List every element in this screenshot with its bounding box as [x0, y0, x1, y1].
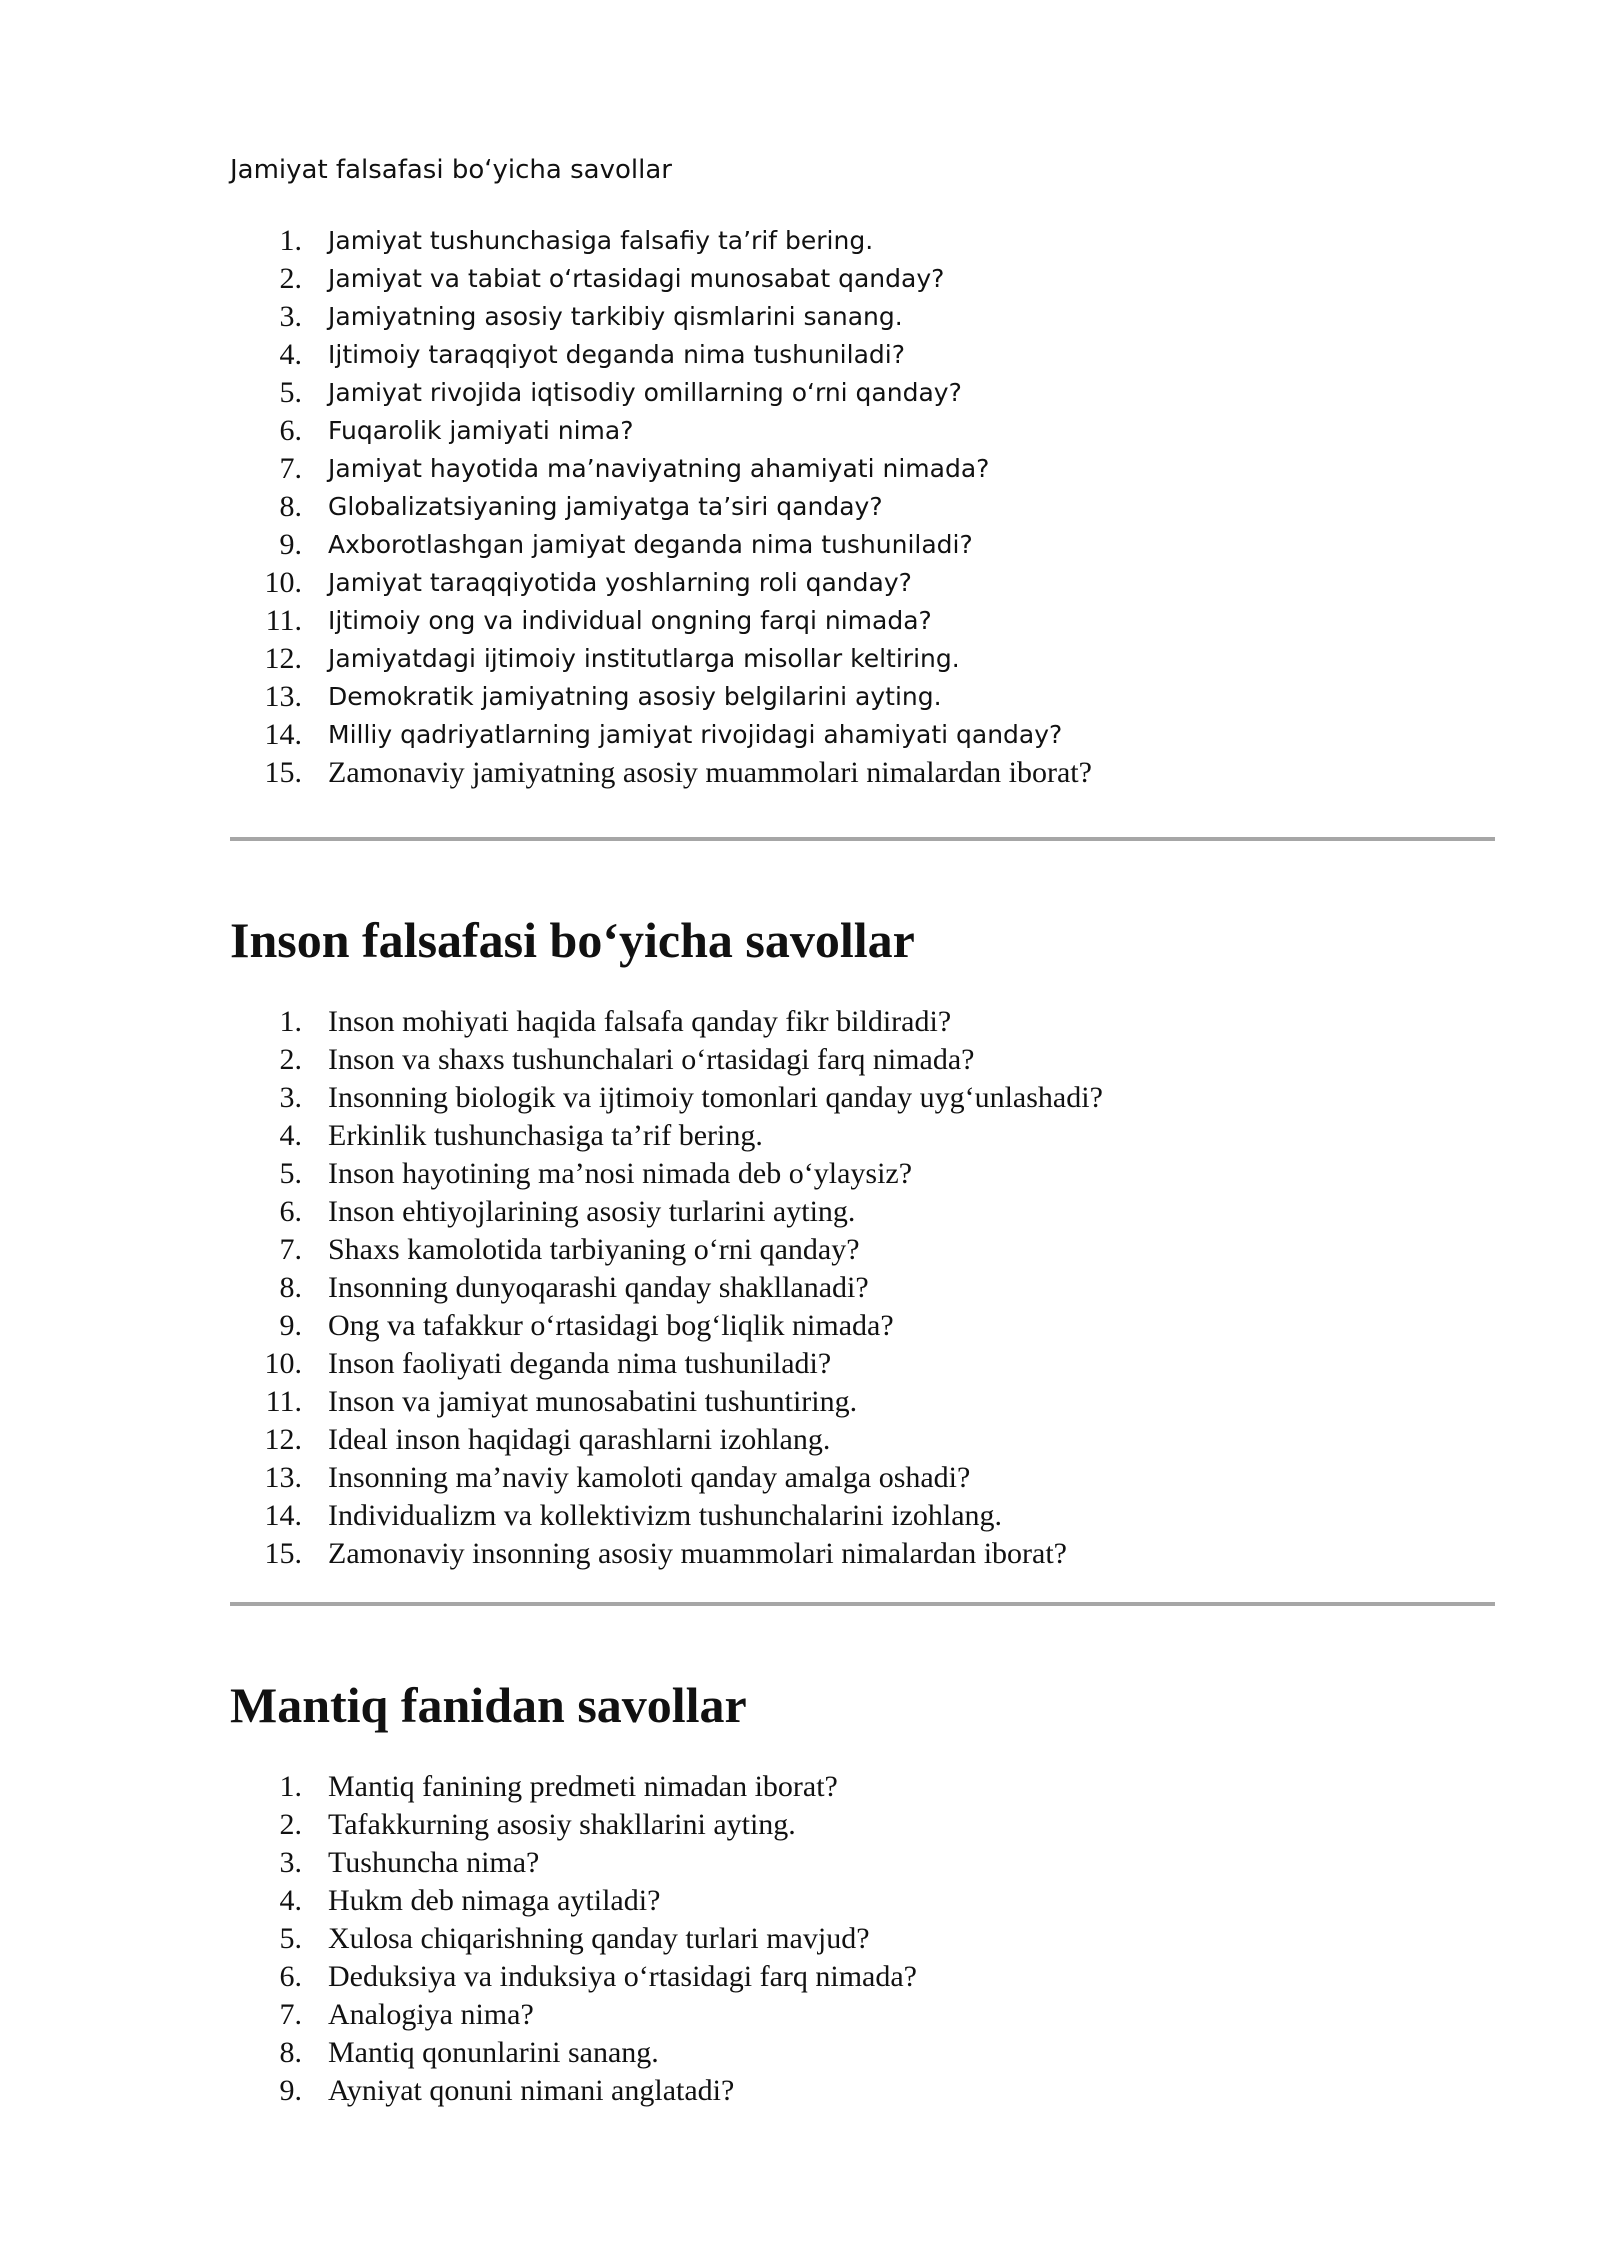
item-number: 13. [264, 1461, 302, 1494]
section-mantiq [230, 1670, 1495, 2110]
item-number: 11. [265, 1385, 302, 1418]
item-number: 7. [279, 1233, 302, 1266]
item-text: Deduksiya va induksiya o‘rtasidagi farq nimada? [328, 1960, 917, 1993]
item-number: 5. [279, 376, 302, 409]
item-number: 1. [279, 224, 302, 257]
list-item [230, 1269, 1495, 1307]
item-text: Ideal inson haqidagi qarashlarni izohlang. [328, 1423, 831, 1456]
list-item [230, 1806, 1495, 1844]
item-number: 9. [279, 2074, 302, 2107]
item-number: 4. [279, 338, 302, 371]
item-number: 12. [264, 642, 302, 675]
item-number: 13. [264, 680, 302, 713]
item-number: 1. [279, 1770, 302, 1803]
item-number: 14. [264, 718, 302, 751]
horizontal-rule [230, 837, 1495, 841]
question-list [230, 222, 1495, 792]
item-number: 2. [279, 262, 302, 295]
item-number: 5. [279, 1157, 302, 1190]
list-item [230, 678, 1495, 716]
list-item [230, 2034, 1495, 2072]
item-text: Individualizm va kollektivizm tushunchalarini izohlang. [328, 1499, 1003, 1532]
item-text: Ijtimoiy ong va individual ongning farqi nimada? [328, 606, 932, 635]
list-item [230, 1041, 1495, 1079]
list-item [230, 602, 1495, 640]
item-text: Jamiyat rivojida iqtisodiy omillarning o‘rni qanday? [328, 378, 962, 407]
list-item [230, 1421, 1495, 1459]
list-item [230, 526, 1495, 564]
section-title: Mantiq fanidan savollar [230, 1677, 747, 1733]
item-text: Inson mohiyati haqida falsafa qanday fikr bildiradi? [328, 1005, 952, 1038]
list-item [230, 1920, 1495, 1958]
list-item [230, 1958, 1495, 1996]
list-item [230, 716, 1495, 754]
list-item [230, 298, 1495, 336]
item-number: 2. [279, 1808, 302, 1841]
list-item [230, 1117, 1495, 1155]
list-item [230, 1345, 1495, 1383]
item-text: Demokratik jamiyatning asosiy belgilarini ayting. [328, 682, 942, 711]
item-number: 8. [279, 2036, 302, 2069]
item-number: 3. [279, 1846, 302, 1879]
list-item [230, 1003, 1495, 1041]
item-number: 12. [264, 1423, 302, 1456]
item-number: 15. [264, 1537, 302, 1570]
item-number: 1. [279, 1005, 302, 1038]
item-text: Ayniyat qonuni nimani anglatadi? [328, 2074, 735, 2107]
list-item [230, 1307, 1495, 1345]
item-number: 9. [279, 528, 302, 561]
item-text: Jamiyat tushunchasiga falsafiy ta’rif bering. [328, 226, 874, 255]
item-text: Inson hayotining ma’nosi nimada deb o‘ylaysiz? [328, 1157, 913, 1190]
item-text: Insonning biologik va ijtimoiy tomonlari qanday uyg‘unlashadi? [328, 1081, 1103, 1114]
list-item [230, 1231, 1495, 1269]
item-text: Insonning ma’naviy kamoloti qanday amalga oshadi? [328, 1461, 971, 1494]
list-item [230, 1079, 1495, 1117]
item-text: Mantiq qonunlarini sanang. [328, 2036, 659, 2069]
list-item [230, 222, 1495, 260]
list-item [230, 336, 1495, 374]
item-text: Xulosa chiqarishning qanday turlari mavjud? [328, 1922, 870, 1955]
item-text: Tafakkurning asosiy shakllarini ayting. [328, 1808, 796, 1841]
list-item [230, 2072, 1495, 2110]
list-item [230, 1155, 1495, 1193]
item-text: Jamiyatning asosiy tarkibiy qismlarini sanang. [328, 302, 903, 331]
item-number: 6. [279, 1960, 302, 1993]
item-text: Zamonaviy jamiyatning asosiy muammolari nimalardan iborat? [328, 756, 1092, 789]
item-text: Inson faoliyati deganda nima tushuniladi? [328, 1347, 832, 1380]
item-number: 15. [264, 756, 302, 789]
item-text: Axborotlashgan jamiyat deganda nima tushuniladi? [328, 530, 973, 559]
list-item [230, 640, 1495, 678]
item-text: Jamiyatdagi ijtimoiy institutlarga misollar keltiring. [328, 644, 960, 673]
list-item [230, 1768, 1495, 1806]
list-item [230, 1882, 1495, 1920]
list-item [230, 260, 1495, 298]
item-text: Insonning dunyoqarashi qanday shakllanadi? [328, 1271, 869, 1304]
list-item [230, 1459, 1495, 1497]
item-text: Hukm deb nimaga aytiladi? [328, 1884, 661, 1917]
item-number: 8. [279, 1271, 302, 1304]
section-jamiyat-falsafasi [230, 150, 1495, 792]
list-item [230, 450, 1495, 488]
item-number: 3. [279, 1081, 302, 1114]
question-list [230, 1003, 1495, 1573]
item-text: Erkinlik tushunchasiga ta’rif bering. [328, 1119, 763, 1152]
item-number: 7. [279, 1998, 302, 2031]
item-number: 4. [279, 1884, 302, 1917]
list-item [230, 374, 1495, 412]
list-item [230, 1383, 1495, 1421]
item-text: Inson va jamiyat munosabatini tushuntiring. [328, 1385, 858, 1418]
item-text: Mantiq fanining predmeti nimadan iborat? [328, 1770, 838, 1803]
list-item [230, 564, 1495, 602]
list-item [230, 412, 1495, 450]
item-text: Fuqarolik jamiyati nima? [328, 416, 634, 445]
item-number: 5. [279, 1922, 302, 1955]
section-inson-falsafasi [230, 905, 1495, 1573]
item-text: Analogiya nima? [328, 1998, 534, 2031]
item-number: 10. [264, 566, 302, 599]
item-number: 9. [279, 1309, 302, 1342]
item-text: Jamiyat va tabiat o‘rtasidagi munosabat qanday? [328, 264, 945, 293]
list-item [230, 1497, 1495, 1535]
item-text: Tushuncha nima? [328, 1846, 540, 1879]
item-number: 14. [264, 1499, 302, 1532]
item-text: Shaxs kamolotida tarbiyaning o‘rni qanday? [328, 1233, 860, 1266]
list-item [230, 754, 1495, 792]
item-text: Milliy qadriyatlarning jamiyat rivojidagi ahamiyati qanday? [328, 720, 1063, 749]
item-number: 2. [279, 1043, 302, 1076]
item-text: Jamiyat hayotida ma’naviyatning ahamiyati nimada? [328, 454, 990, 483]
list-item [230, 488, 1495, 526]
horizontal-rule [230, 1602, 1495, 1606]
item-text: Zamonaviy insonning asosiy muammolari nimalardan iborat? [328, 1537, 1067, 1570]
item-text: Ijtimoiy taraqqiyot deganda nima tushuniladi? [328, 340, 905, 369]
item-number: 7. [279, 452, 302, 485]
section-title: Jamiyat falsafasi bo‘yicha savollar [230, 155, 672, 185]
item-number: 3. [279, 300, 302, 333]
item-text: Globalizatsiyaning jamiyatga ta’siri qanday? [328, 492, 883, 521]
item-number: 10. [264, 1347, 302, 1380]
section-title: Inson falsafasi bo‘yicha savollar [230, 912, 915, 968]
list-item [230, 1844, 1495, 1882]
list-item [230, 1193, 1495, 1231]
list-item [230, 1535, 1495, 1573]
item-text: Jamiyat taraqqiyotida yoshlarning roli qanday? [328, 568, 912, 597]
item-number: 4. [279, 1119, 302, 1152]
item-number: 6. [279, 414, 302, 447]
item-text: Inson va shaxs tushunchalari o‘rtasidagi farq nimada? [328, 1043, 975, 1076]
item-text: Inson ehtiyojlarining asosiy turlarini ayting. [328, 1195, 856, 1228]
item-number: 8. [279, 490, 302, 523]
item-number: 6. [279, 1195, 302, 1228]
item-number: 11. [265, 604, 302, 637]
list-item [230, 1996, 1495, 2034]
item-text: Ong va tafakkur o‘rtasidagi bog‘liqlik nimada? [328, 1309, 894, 1342]
question-list [230, 1768, 1495, 2110]
